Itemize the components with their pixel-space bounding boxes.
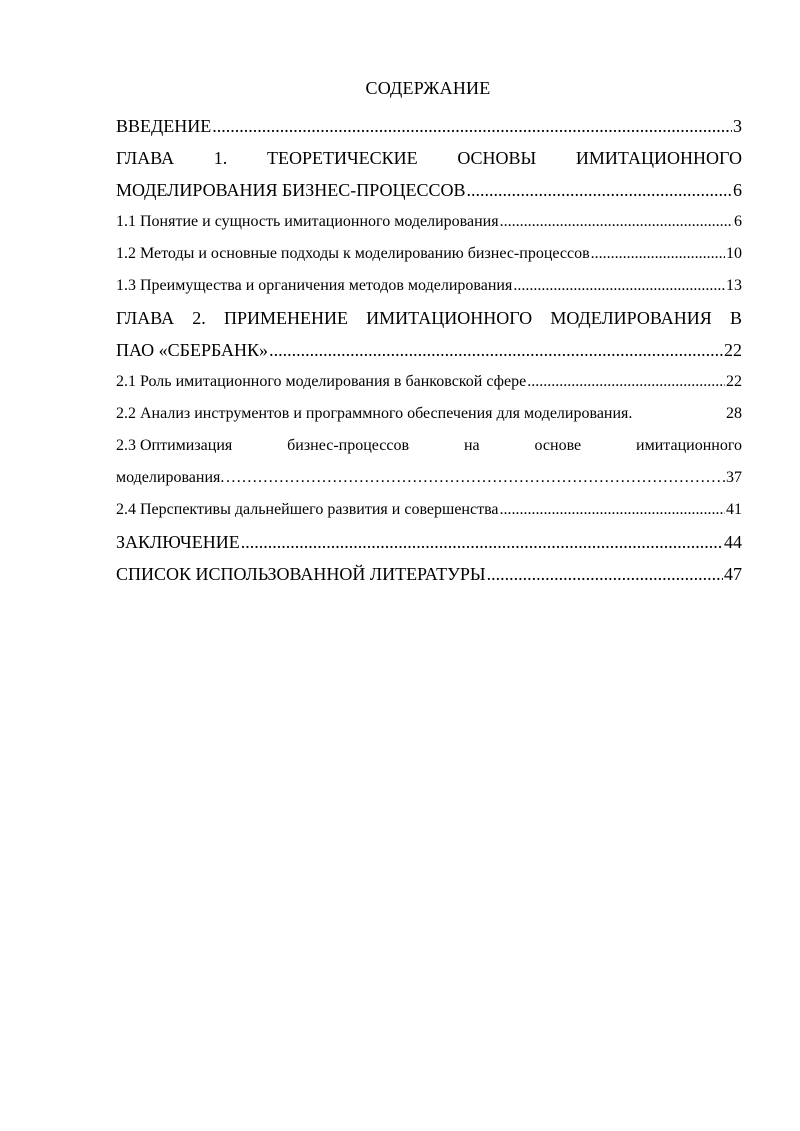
toc-entry-label: 2.4 Перспективы дальнейшего развития и совершенства xyxy=(116,501,499,518)
toc-entry-label: ПАО «СБЕРБАНК» xyxy=(116,340,269,360)
toc-page-number: 22 xyxy=(726,373,742,390)
toc-entry-conclusion xyxy=(116,526,742,558)
toc-word: ПРИМЕНЕНИЕ xyxy=(223,308,348,328)
toc-page-number: 3 xyxy=(733,116,742,136)
dot-leader xyxy=(513,270,725,302)
toc-entry-section-1-1 xyxy=(116,206,742,238)
toc-page-number: 28 xyxy=(726,405,742,422)
toc-entry-chapter-2-line-1 xyxy=(116,302,742,334)
toc-word: 1. xyxy=(213,148,228,168)
toc-word: 2.3 Оптимизация xyxy=(116,437,233,454)
dot-leader xyxy=(241,526,723,558)
toc-word: имитационного xyxy=(636,437,742,454)
toc-page-number: 6 xyxy=(734,213,742,230)
toc-page-number: 13 xyxy=(726,277,742,294)
dot-leader xyxy=(487,558,723,590)
dot-leader xyxy=(467,174,732,206)
toc-entry-label: 1.1 Понятие и сущность имитационного моделирования xyxy=(116,213,499,230)
toc-entry-label: 1.3 Преимущества и органичения методов моделирования xyxy=(116,277,513,294)
toc-page-number: 10 xyxy=(726,245,742,262)
toc-page-number: .37 xyxy=(722,469,742,486)
toc-entry-section-2-3-line-2 xyxy=(116,462,742,494)
toc-entry-chapter-1-line-1 xyxy=(116,142,742,174)
toc-page-number: 6 xyxy=(733,180,742,200)
toc-entry-label: ЗАКЛЮЧЕНИЕ xyxy=(116,532,240,552)
toc-entry-label: моделирования. xyxy=(116,469,225,486)
toc-entry-label: 1.2 Методы и основные подходы к моделированию бизнес-процессов xyxy=(116,245,590,262)
toc-entry-section-2-1 xyxy=(116,366,742,398)
dot-leader xyxy=(591,238,725,270)
toc-page-number: 47 xyxy=(724,564,742,584)
toc-entry-label: 2.2 Анализ инструментов и программного обеспечения для моделирования. xyxy=(116,405,633,422)
toc-word: ГЛАВА xyxy=(116,308,175,328)
toc-title: СОДЕРЖАНИЕ xyxy=(365,78,491,98)
dot-leader xyxy=(527,366,725,398)
toc-word: бизнес-процессов xyxy=(287,437,410,454)
toc-entry-references xyxy=(116,558,742,590)
table-of-contents xyxy=(116,110,742,590)
toc-word: основе xyxy=(534,437,582,454)
toc-page-number: 22 xyxy=(724,340,742,360)
toc-entry-label: СПИСОК ИСПОЛЬЗОВАННОЙ ЛИТЕРАТУРЫ xyxy=(116,564,486,584)
dot-leader xyxy=(500,494,725,526)
toc-entry-intro xyxy=(116,110,742,142)
toc-entry-label: 2.1 Роль имитационного моделирования в банковской сфере xyxy=(116,373,527,390)
toc-entry-label: ВВЕДЕНИЕ xyxy=(116,116,212,136)
toc-word: ИМИТАЦИОННОГО xyxy=(575,148,742,168)
toc-entry-chapter-1-line-2 xyxy=(116,174,742,206)
toc-word: МОДЕЛИРОВАНИЯ xyxy=(550,308,712,328)
dot-leader xyxy=(500,206,733,238)
dot-leader xyxy=(269,334,723,366)
toc-entry-section-2-3-line-1 xyxy=(116,430,742,462)
toc-word: ТЕОРЕТИЧЕСКИЕ xyxy=(266,148,418,168)
toc-entry-section-1-2 xyxy=(116,238,742,270)
toc-word: ОСНОВЫ xyxy=(457,148,537,168)
toc-entry-chapter-2-line-2 xyxy=(116,334,742,366)
dot-leader xyxy=(225,462,721,494)
dot-leader xyxy=(212,110,732,142)
toc-word: 2. xyxy=(192,308,206,328)
toc-entry-section-2-2 xyxy=(116,398,742,430)
toc-word: ГЛАВА xyxy=(116,148,175,168)
toc-entry-label: МОДЕЛИРОВАНИЯ БИЗНЕС-ПРОЦЕССОВ xyxy=(116,180,466,200)
toc-word: на xyxy=(463,437,480,454)
toc-page-number: 44 xyxy=(724,532,742,552)
toc-entry-section-1-3 xyxy=(116,270,742,302)
toc-page-number: 41 xyxy=(726,501,742,518)
toc-entry-section-2-4 xyxy=(116,494,742,526)
toc-word: В xyxy=(729,308,742,328)
toc-word: ИМИТАЦИОННОГО xyxy=(366,308,533,328)
